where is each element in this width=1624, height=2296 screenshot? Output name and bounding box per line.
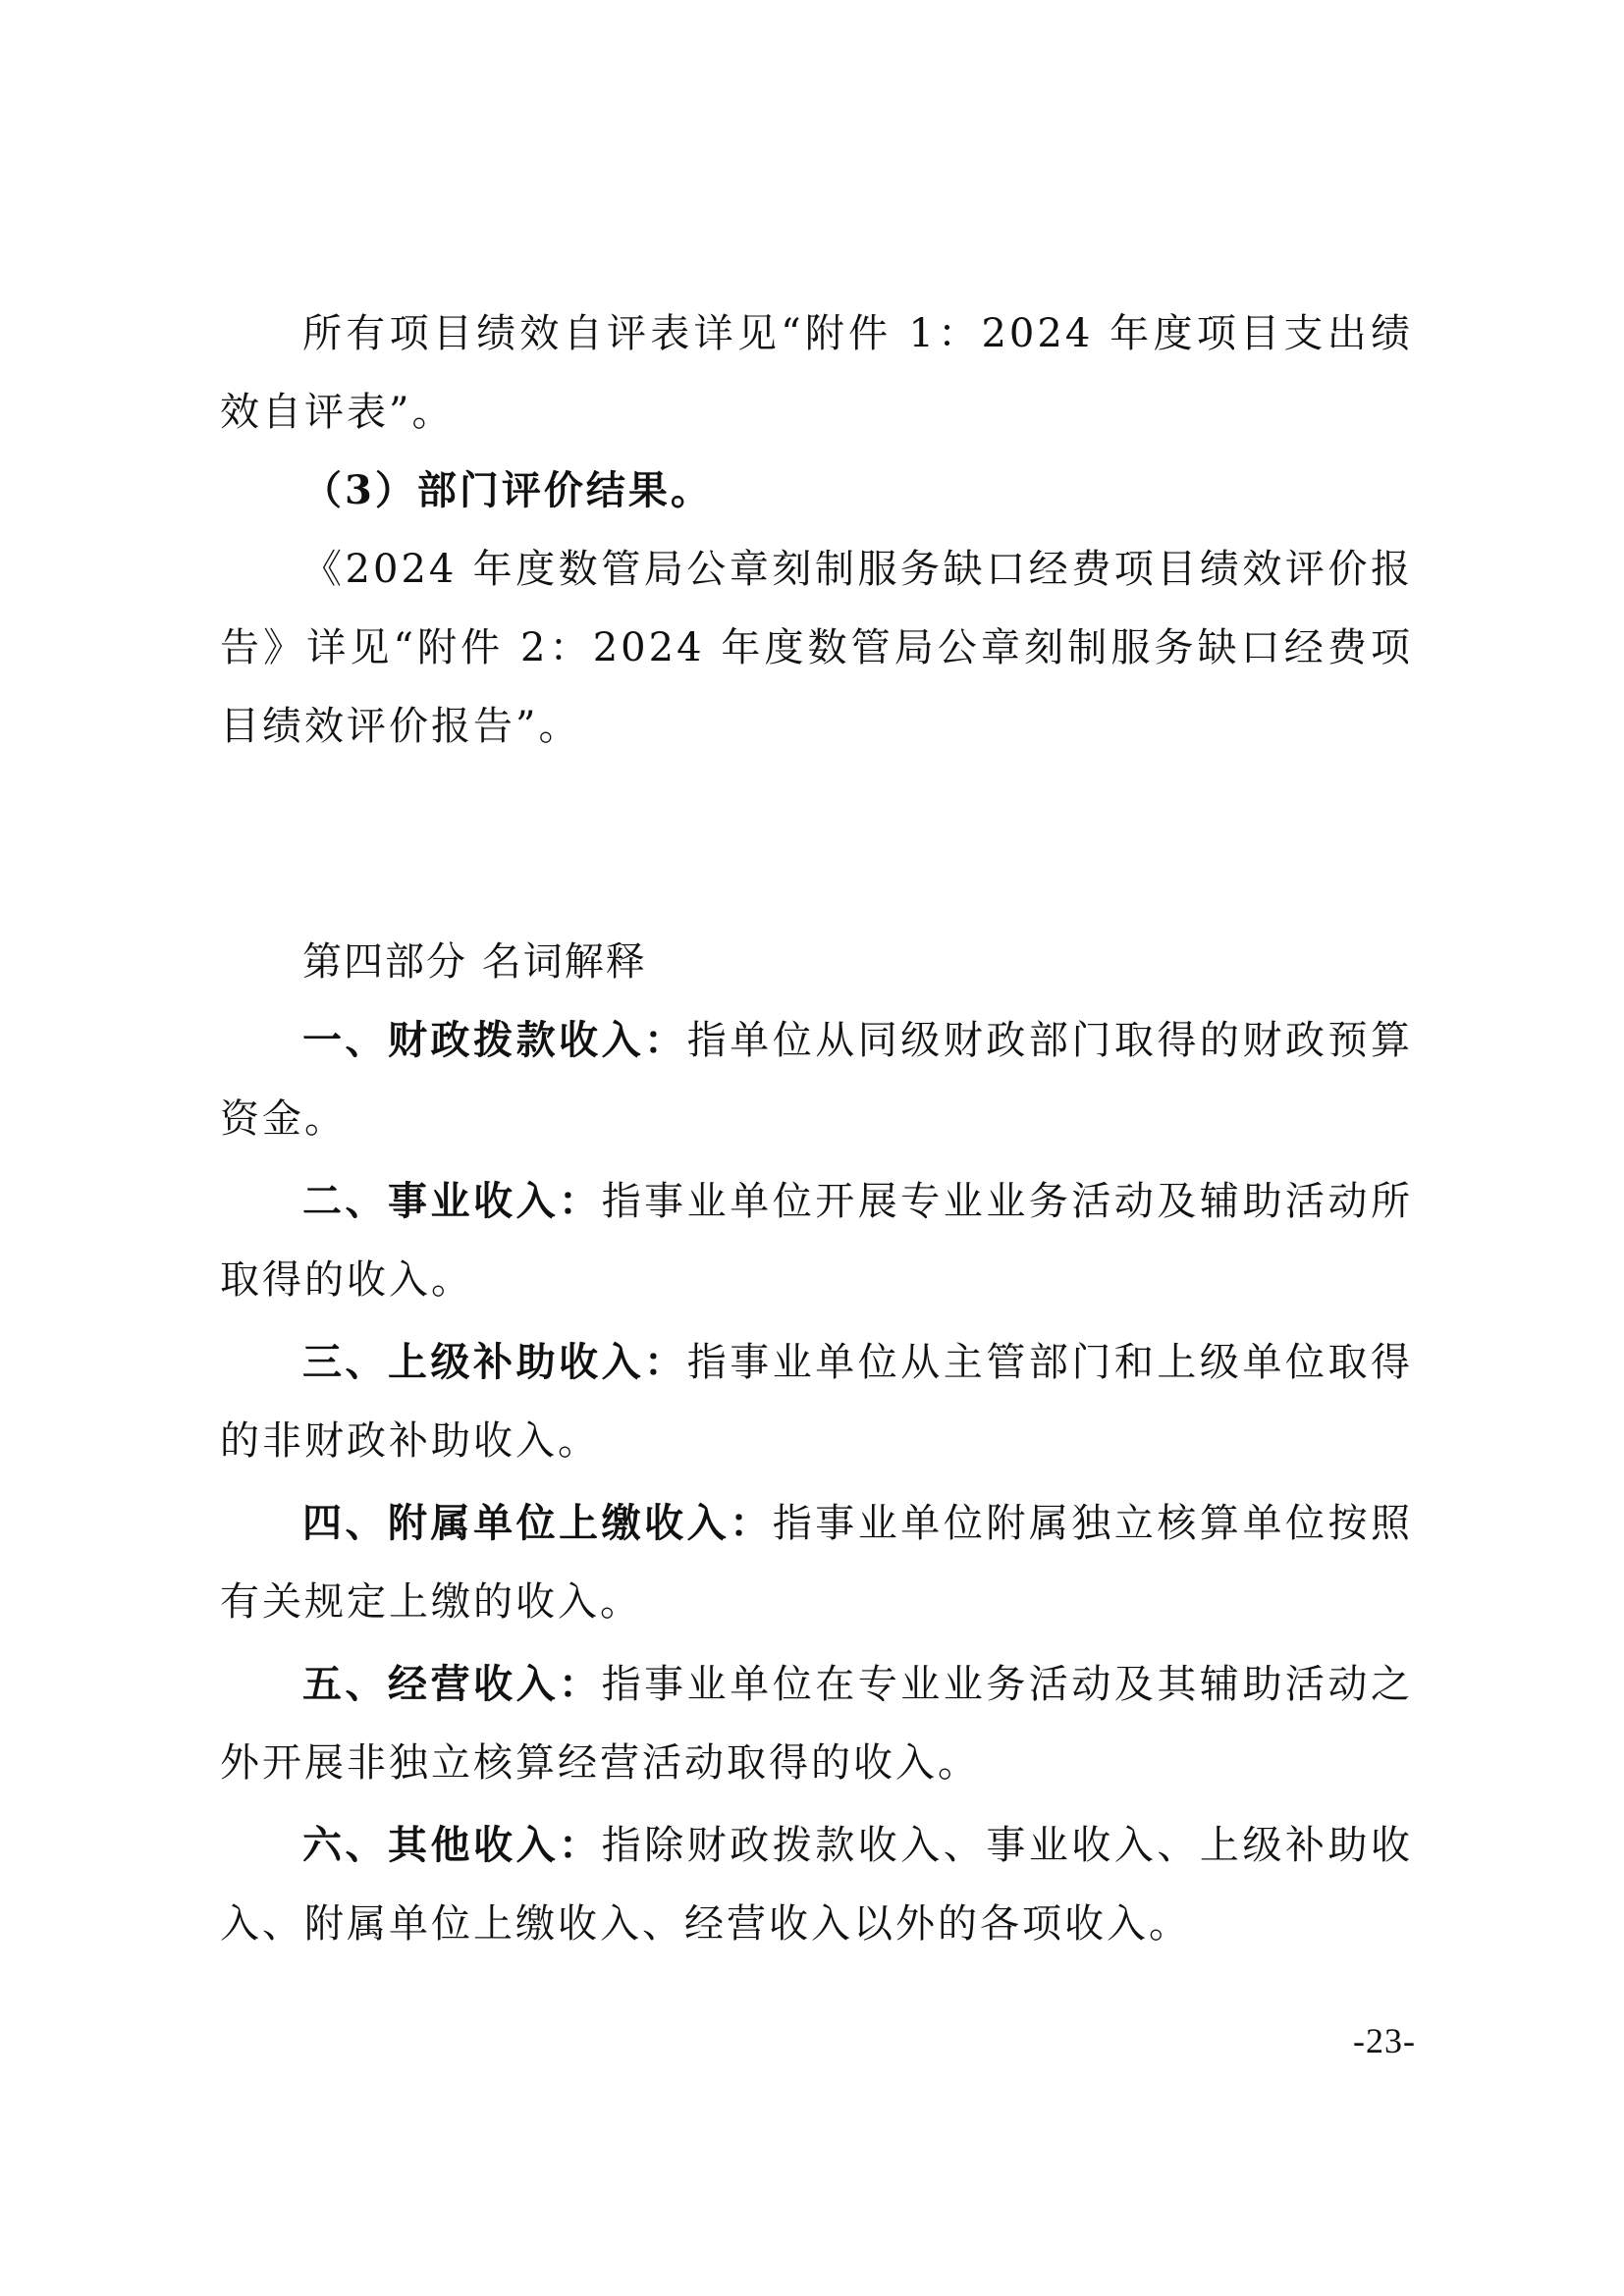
page-number: -23- (1353, 2021, 1416, 2060)
glossary-term: 五、经营收入： (302, 1662, 602, 1707)
glossary-item (220, 1162, 1413, 1319)
glossary-item (220, 1484, 1413, 1641)
glossary-term: 一、财政拨款收入： (302, 1018, 687, 1063)
glossary-definition: 指单位从同级财政部门取得的财政预算资金。 (220, 1018, 1414, 1142)
glossary-definition: 指除财政拨款收入、事业收入、上级补助收入、附属单位上缴收入、经营收入以外的各项收入。 (220, 1823, 1414, 1947)
glossary-item (220, 1806, 1413, 1963)
page-content (220, 294, 1413, 1963)
glossary-term: 二、事业收入： (302, 1179, 602, 1224)
part4-title: 第四部分 名词解释 (302, 939, 647, 985)
department-evaluation-heading: （3）部门评价结果。 (302, 467, 713, 513)
glossary-definition: 指事业单位从主管部门和上级单位取得的非财政补助收入。 (220, 1340, 1414, 1464)
glossary-definition: 指事业单位在专业业务活动及其辅助活动之外开展非独立核算经营活动取得的收入。 (220, 1662, 1414, 1786)
glossary-definition: 指事业单位开展专业业务活动及辅助活动所取得的收入。 (220, 1179, 1414, 1303)
glossary-item (220, 1323, 1413, 1480)
attachment2-paragraph: 《2024 年度数管局公章刻制服务缺口经费项目绩效评价报告》详见“附件 2：2024 年度数管局公章刻制服务缺口经费项目绩效评价报告”。 (220, 547, 1413, 749)
attachment1-paragraph: 所有项目绩效自评表详见“附件 1：2024 年度项目支出绩效自评表”。 (220, 311, 1413, 435)
glossary-term: 四、附属单位上缴收入： (302, 1501, 773, 1546)
glossary-term: 六、其他收入： (302, 1823, 602, 1868)
glossary-item (220, 1001, 1413, 1158)
glossary-item (220, 1645, 1413, 1802)
glossary-term: 三、上级补助收入： (302, 1340, 687, 1385)
glossary-definition: 指事业单位附属独立核算单位按照有关规定上缴的收入。 (220, 1501, 1414, 1625)
